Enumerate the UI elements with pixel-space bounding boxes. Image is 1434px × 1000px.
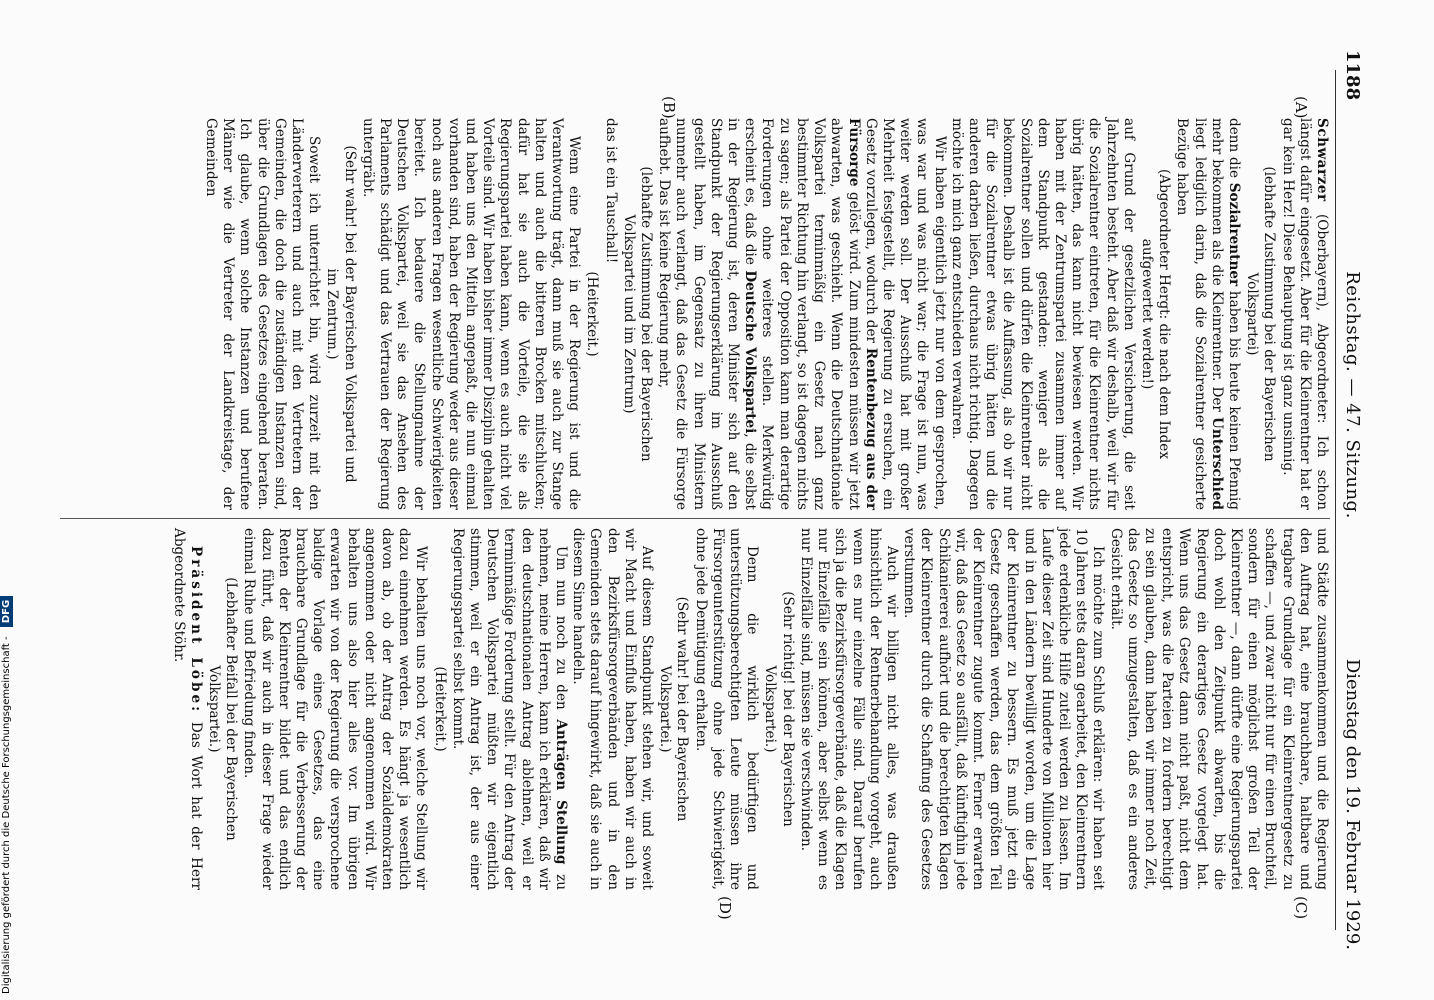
remark: (lebhafte Zustimmung bei der Bayerischen Volkspartei und im Zentrum): [620, 166, 655, 462]
remark: (Sehr wahr! bei der Bayerischen Volkspartei und im Zentrum.): [324, 145, 358, 483]
paragraph-text: Um nun noch zu den: [553, 546, 570, 710]
session-title: Reichstag. — 47. Sitzung.: [1342, 271, 1363, 519]
column-divider: [60, 518, 1330, 519]
paragraph: [1278, 118, 1330, 510]
paragraph-text: gelöst wird. Zum mindesten müssen wir jetzt abwarten, was geschieht. Wenn die Deutschnationale Volkspartei terminmäßig ein Gesetz nach ganz bestimmter Richtung hin verlangt, so ist dagegen nichts zu sagen; als Partei der Opposition kann man derartige Forderungen ohne weiteres stellen. Merkwürdig erscheint es, daß die: [742, 118, 862, 510]
left-column: [60, 118, 1330, 510]
emphasis: Sozialrentner: [1225, 182, 1242, 287]
emphasis: Unterschied: [1208, 417, 1225, 510]
paragraph-text: haben bis heute keinen Pfennig mehr bekommen als die Kleinrentner. Der: [1208, 118, 1242, 510]
session-date: Dienstag den 19. Februar 1929.: [1342, 658, 1363, 950]
paragraph: Soweit ich unterrichtet bin, wird zurzeit mit den Länderverterern und auch mit den Vertretern der Gemeinden, die doch die zuständigen Instanzen sind, über die Grundlagen des Gesetzes eingehend beraten. Ich glaube, wenn solche Instanzen und berufene Männer wie die Vertreter der Landkreistage, der Gemeinden: [203, 118, 323, 510]
paragraph-text: zu nehmen, meine Herren, kann ich erklären, daß wir den deutschnationalen Antrag ablehnen, weil er terminmäßige Forderung stellt. Für den Antrag der Deutschen Volkspartei müßten wir eigentlich stimmen, weil er ein Antrag ist, der aus einer Regierungspartei selbst kommt.: [449, 528, 570, 890]
remark: (Abgeordneter Hergt: die nach dem Index aufgewertet werden!): [1138, 168, 1173, 459]
paragraph: Wir behalten uns noch vor, welche Stellung wir dazu einnehmen werden. Es hängt ja wesentlich davon ab, ob der Antrag der Sozialdemokraten angenommen oder nicht angenommen wird. Wir behalten uns also hier alles vor. Im übrigen erwarten wir von der Regierung die versprochene baldige Vorlage eines Gesetzes, das eine brauchbare Grundlage für die Verbesserung der Renten der Kleinrentner bildet und das endlich dazu führt, daß wir auch in dieser Frage wieder einmal Ruhe und Befriedung finden.: [241, 528, 430, 890]
paragraph: Auch wir billigen nicht alles, was draußen hinsichtlich der Rentnerbehandlung vorgeht, auch wenn es nur einzelne Fälle sind. Darauf berufen sich ja die Bezirksfürsorgeverbände, daß die Klagen nur Einzelfälle sein können, aber selbst wenn es nur Einzelfälle sind, müssen sie verschwinden.: [797, 528, 900, 890]
remark: (Sehr wahr! bei der Bayerischen Volkspartei.): [657, 596, 691, 822]
margin-marker-c: (C): [1292, 896, 1310, 920]
paragraph-text: denn die: [1225, 118, 1242, 179]
right-column: [60, 528, 1330, 890]
remark: (Heiterkeit.): [584, 271, 601, 357]
emphasis: Deutsche Volkspartei: [742, 270, 759, 434]
paragraph: Auf diesem Standpunkt stehen wir, und soweit wir Macht und Einfluß haben, haben wir auch in den Bezirksfürsorgeverbänden und in den Gemeinden stets darauf hingewirkt, daß sie auch in diesem Sinne handeln.: [570, 528, 656, 890]
paragraph: Ich möchte zum Schluß erklären: wir haben seit 10 Jahren stets daran gearbeitet, den Kleinrentnern jede erdenkliche Hilfe zuteil werden zu lassen. Im Laufe dieser Zeit sind Hunderte von Millionen hier und in den Ländern bewilligt worden, um die Lage der Kleinrentner zu bessern. Es muß jetzt ein Gesetz geschaffen werden, das dem größten Teil der Kleinrentner zugute kommt. Ferner erwarten wir, daß das Gesetz so ausfällt, daß künftighin jede Schikaniererei aufhört und die berechtigten Klagen der Kleinrentner durch die Schaffung des Gesetzes verstummen.: [901, 528, 1107, 890]
speaker-note: (Oberbayern), Abgeordneter:: [1314, 213, 1330, 424]
remark: (lebhafte Zustimmung bei der Bayerischen Volkspartei): [1244, 166, 1278, 462]
paragraph-text: Das Wort hat der Herr Abgeordnete Stöhr.: [170, 528, 204, 890]
paragraph: [655, 118, 947, 510]
page-number: 1188: [1342, 50, 1363, 101]
paragraph: Denn die wirklich bedürftigen und unterstützungsberechtigten Leute müssen ihre Fürsorgeunterstützung ohne jede Schwierigkeit, ohne jede Demütigung erhalten.: [692, 528, 761, 890]
remark: (Lebhafter Beifall bei der Bayerischen Volkspartei.): [206, 577, 240, 841]
credit-text: Digitalisierung gefördert durch die Deutsche Forschungsgemeinschaft -: [1, 636, 12, 994]
paragraph: das ist ein Tauschall!: [602, 118, 619, 264]
remark: (Heiterkeit.): [431, 666, 448, 752]
paragraph-text: Wir haben eigentlich jetzt nur von dem gesprochen, was war und was nicht war; die Frage ist nun, was weiter werden soll. Der Ausschuß hat mit großer Mehrheit festgestellt, die Regierung zu ersuchen, ein Gesetz vorzulegen, wodurch der: [862, 118, 948, 510]
paragraph: [169, 528, 203, 890]
speaker-name: Präsident Löbe:: [187, 546, 204, 715]
paragraph-text: Ich schon längst dafür eingesetzt. Aber für die Kleinrentner hat er gar kein Herz! Diese Behauptung ist ganz unsinnig.: [1279, 118, 1330, 511]
paragraph: und Städte zusammenkommen und die Regierung den Auftrag hat, eine brauchbare, haltbare und tragbare Grundlage für ein Kleinrentnergesetz zu schaffen —, und zwar nicht nur für einen Bruchteil, sondern für einen möglichst großen Teil der Kleinrentner —, dann dürfte eine Regierungspartei doch wohl den Zeitpunkt abwarten, bis die Regierung ein derartiges Gesetz vorgelegt hat. Wenn uns das Gesetz dann nicht paßt, nicht dem entspricht, was die Parteien zu fordern berechtigt zu sein glauben, dann haben wir immer noch Zeit, das Gesetz so umzugestalten, daß es ein anderes Gesicht erhält.: [1107, 528, 1330, 890]
page-header: [1342, 50, 1368, 950]
emphasis: Rentenbezug aus der Fürsorge: [845, 118, 879, 510]
paragraph: [1173, 118, 1242, 510]
paragraph: [449, 528, 569, 890]
dfg-logo: DFG: [0, 596, 13, 627]
paragraph-text: liegt lediglich darin, daß die Sozialrentner gesicherte Bezüge haben: [1174, 118, 1208, 510]
digitization-credit: [0, 0, 14, 1000]
emphasis: Anträgen Stellung: [553, 719, 570, 865]
paragraph: auf Grund der gesetzlichen Versicherung, die seit Jahrzehnten besteht. Aber daß wir deshalb, weil wir für die Sozialrentner eintreten, für die Kleinrentner nichts übrig hätten, das kann nicht bewiesen werden. Wir haben mit der Zentrumspartei zusammen immer auf dem Standpunkt gestanden: weniger als die Sozialrentner sollen und dürfen die Kleinrentner nicht bekommen. Deshalb ist die Auffassung, als ob wir nur für die Sozialrentner etwas übrig hätten und die anderen darben ließen, durchaus nicht richtig. Dagegen möchte ich mich ganz entschieden verwahren.: [948, 118, 1137, 510]
speaker-name: Schwarzer: [1314, 118, 1330, 202]
margin-marker-b: (B): [660, 96, 678, 119]
remark: (Sehr richtig! bei der Bayerischen Volkspartei.): [762, 591, 796, 827]
paragraph: Wenn eine Partei in der Regierung ist und die Verantwortung trägt, dann muß sie auch zur Stange halten und auch die bitteren Brocken mitschlucken; dafür hat sie auch die Vorteile, die sie als Regierungspartei haben kann, wenn es auch nicht viel Vorteile sind. Wir haben bisher immer Disziplin gehalten und haben uns den Mitteln angepaßt, die nun einmal vorhanden sind, haben der Regierung weder aus dieser noch aus anderen Fragen wesentliche Schwierigkeiten bereitet. Ich bedauere die Stellungnahme der Deutschen Volkspartei, weil sie das Ansehen des Parlaments schädigt und das Vertrauen der Regierung untergräbt.: [359, 118, 583, 510]
margin-marker-a: (A): [1292, 96, 1310, 119]
margin-marker-d: (D): [716, 896, 734, 920]
paragraph-text: , die selbst in der Regierung ist, deren Minister sich auf den Standpunkt der Regierungserklärung im Ausschuß gestellt haben, im Gegensatz zu ihren Ministern nunmehr auch verlangt, daß das Gesetz die Fürsorge aufhebt. Das ist keine Regierung mehr,: [656, 118, 759, 510]
header-rule: [1335, 70, 1336, 930]
